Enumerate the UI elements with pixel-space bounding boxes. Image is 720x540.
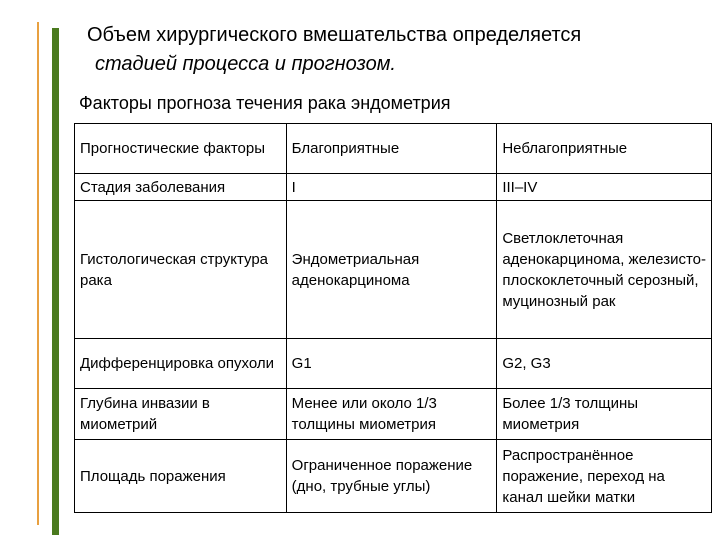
table-header-row bbox=[75, 124, 712, 174]
left-accent-orange-line bbox=[37, 22, 39, 525]
row-factor-cell: Гистологическая структура рака bbox=[75, 201, 287, 339]
table-caption: Факторы прогноза течения рака эндометрия bbox=[79, 93, 451, 113]
row-factor-cell: Дифференцировка опухоли bbox=[75, 339, 287, 389]
row-unfavorable-cell: Распространённое поражение, переход на канал шейки матки bbox=[497, 440, 712, 513]
table-row bbox=[75, 440, 712, 513]
header-cell-favorable: Благоприятные bbox=[286, 124, 497, 174]
row-favorable-cell: G1 bbox=[286, 339, 497, 389]
heading-line-1: Объем хирургического вмешательства определяется bbox=[87, 24, 582, 46]
row-favorable-cell: I bbox=[286, 174, 497, 201]
row-favorable-cell: Менее или около 1/3 толщины миометрия bbox=[286, 389, 497, 440]
row-unfavorable-cell: III–IV bbox=[497, 174, 712, 201]
row-unfavorable-cell: G2, G3 bbox=[497, 339, 712, 389]
row-factor-cell: Стадия заболевания bbox=[75, 174, 287, 201]
table-row bbox=[75, 174, 712, 201]
table-row bbox=[75, 389, 712, 440]
table-row bbox=[75, 339, 712, 389]
header-cell-unfavorable: Неблагоприятные bbox=[497, 124, 712, 174]
prognosis-table bbox=[74, 123, 712, 513]
left-accent-green-bar bbox=[52, 28, 59, 535]
row-factor-cell: Глубина инвазии в миометрий bbox=[75, 389, 287, 440]
heading-line-2: стадией процесса и прогнозом. bbox=[95, 53, 396, 75]
row-factor-cell: Площадь поражения bbox=[75, 440, 287, 513]
table-row bbox=[75, 201, 712, 339]
header-cell-factors: Прогностические факторы bbox=[75, 124, 287, 174]
row-unfavorable-cell: Светлоклеточная аденокарцинома, железисто-плоскоклеточный серозный, муцинозный рак bbox=[497, 201, 712, 339]
row-favorable-cell: Эндометриальная аденокарцинома bbox=[286, 201, 497, 339]
row-favorable-cell: Ограниченное поражение (дно, трубные углы) bbox=[286, 440, 497, 513]
row-unfavorable-cell: Более 1/3 толщины миометрия bbox=[497, 389, 712, 440]
